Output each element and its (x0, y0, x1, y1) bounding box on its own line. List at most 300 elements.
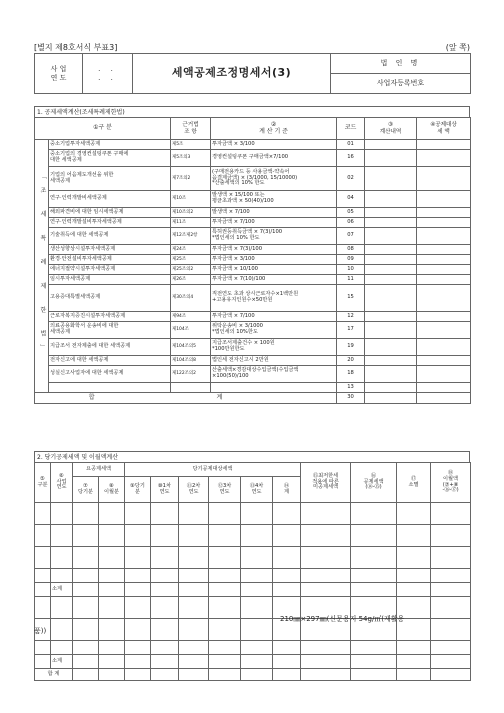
carryover-cell[interactable] (179, 641, 209, 655)
carryover-cell[interactable] (151, 669, 179, 681)
deduction-code: 06 (337, 218, 365, 228)
carryover-cell[interactable] (151, 597, 179, 619)
section1-total-code: 30 (337, 393, 365, 404)
carryover-cell[interactable] (51, 619, 73, 641)
deduction-name: 의료공용화학서 운송비에 대한 세액공제 (49, 322, 171, 339)
carryover-cell[interactable] (179, 597, 209, 619)
carryover-cell[interactable] (99, 547, 125, 569)
carryover-cell[interactable] (431, 655, 471, 669)
carryover-cell[interactable] (431, 641, 471, 655)
carryover-cell[interactable] (151, 583, 179, 597)
carryover-cell[interactable] (241, 597, 273, 619)
calc-basis: 투자금액 × 7(3)/100 (211, 245, 337, 255)
calc-detail-input[interactable] (365, 383, 417, 393)
carryover-cell[interactable] (431, 669, 471, 681)
carryover-cell[interactable] (179, 569, 209, 583)
deduction-code: 09 (337, 255, 365, 265)
carryover-cell[interactable] (209, 569, 241, 583)
carryover-cell[interactable] (35, 525, 51, 547)
deduction-name: 환경·안전설비투자세액공제 (49, 255, 171, 265)
carryover-cell[interactable] (351, 525, 397, 547)
calc-detail-input[interactable] (365, 191, 417, 208)
carryover-cell[interactable] (301, 655, 351, 669)
carryover-cell[interactable] (273, 669, 301, 681)
carryover-cell[interactable] (351, 583, 397, 597)
deduction-code: 05 (337, 208, 365, 218)
carryover-cell[interactable] (151, 655, 179, 669)
calc-detail-input[interactable] (365, 208, 417, 218)
deduction-code: 07 (337, 228, 365, 245)
target-tax-input[interactable] (417, 275, 471, 285)
carryover-cell[interactable] (273, 525, 301, 547)
calc-basis: 발생액 × 15/100 또는 평균초과액 × 50(40)/100 (211, 191, 337, 208)
deduction-row (35, 167, 471, 191)
carryover-cell[interactable] (397, 569, 431, 583)
carryover-cell[interactable] (431, 569, 471, 583)
business-year-field[interactable]: . . . . (83, 54, 133, 94)
calc-basis: 투자금액 × 7/100 (211, 312, 337, 322)
carryover-row (35, 525, 471, 547)
target-tax-input[interactable] (417, 339, 471, 356)
target-tax-input[interactable] (417, 285, 471, 312)
empty-cell (35, 655, 51, 669)
carryover-cell[interactable] (301, 569, 351, 583)
carryover-cell[interactable] (73, 583, 99, 597)
deduction-code: 17 (337, 322, 365, 339)
carryover-table (34, 462, 471, 681)
subtotal-label: 소계 (51, 583, 73, 597)
carryover-cell[interactable] (431, 597, 471, 619)
h-current-required: ⑦ 당기분 (73, 477, 99, 503)
carryover-cell[interactable] (301, 503, 351, 525)
deduction-name: 지급조서 전자제출에 대한 세액공제 (49, 339, 171, 356)
calc-detail-input[interactable] (365, 356, 417, 366)
law-article: 제94조 (171, 312, 211, 322)
carryover-cell[interactable] (99, 619, 125, 641)
corp-name-label: 법 인 명 (331, 54, 471, 74)
carryover-cell[interactable] (209, 503, 241, 525)
calc-basis: 투자금액 × 3/100 (211, 255, 337, 265)
deduction-row (35, 265, 471, 275)
target-tax-input[interactable] (417, 356, 471, 366)
carryover-cell[interactable] (73, 547, 99, 569)
deduction-code: 08 (337, 245, 365, 255)
deduction-name: 고용증대특별세액공제 (49, 285, 171, 312)
carryover-cell[interactable] (209, 669, 241, 681)
law-article: 제11조 (171, 218, 211, 228)
carryover-cell[interactable] (209, 641, 241, 655)
carryover-cell[interactable] (301, 547, 351, 569)
law-article: 제24조 (171, 245, 211, 255)
deduction-name: 근로자복지증진시설투자세액공제 (49, 312, 171, 322)
deduction-row (35, 285, 471, 312)
law-side-label: 「조 세 특 례 제 한 법」 (35, 140, 49, 393)
h-min-tax: ⑮최저한세 적용에 따른 미공제세액 (301, 463, 351, 503)
target-tax-input[interactable] (417, 191, 471, 208)
calc-basis: 경영컨설팅쿠폰 구매금액×7/100 (211, 150, 337, 167)
deduction-name: 연구·인력개발설비투자세액공제 (49, 218, 171, 228)
carryover-cell[interactable] (273, 655, 301, 669)
carryover-row (35, 503, 471, 525)
carryover-cell[interactable] (151, 547, 179, 569)
law-article: 제5조의3 (171, 150, 211, 167)
carryover-cell[interactable] (125, 583, 151, 597)
law-article: 제26조 (171, 275, 211, 285)
carryover-cell[interactable] (125, 597, 151, 619)
h-deductible: 당기공제대상세액 (125, 463, 301, 477)
calc-detail-input[interactable] (365, 218, 417, 228)
carryover-cell[interactable] (51, 525, 73, 547)
calc-detail-input[interactable] (365, 285, 417, 312)
h-c11: ⑪2차 연도 (179, 477, 209, 503)
deduction-name: 중소기업의 경영컨설팅쿠폰 구매에 대한 세액공제 (49, 150, 171, 167)
carryover-cell[interactable] (351, 547, 397, 569)
carryover-cell[interactable] (151, 619, 179, 641)
h-deducted: ⑯ 공제세액 (⑭-⑮) (351, 463, 397, 503)
deduction-code: 15 (337, 285, 365, 312)
carryover-cell[interactable] (273, 547, 301, 569)
deduction-name (49, 383, 171, 393)
section1-title: 1. 공제세액계산(조세특례제한법) (34, 106, 470, 117)
deduction-row (35, 218, 471, 228)
target-tax-input[interactable] (417, 383, 471, 393)
carryover-cell[interactable] (209, 597, 241, 619)
calc-basis: (구매전용카드 등 사용금액-약속어 음결제금액) × (3/1000, 15/10000) *산출세액의 10% 한도 (211, 167, 337, 191)
deduction-name: 생산성향상시설투자세액공제 (49, 245, 171, 255)
calc-basis: 직전연도 초과 상시근로자수×1백만원 +고용유지인원수×50만원 (211, 285, 337, 312)
target-tax-input[interactable] (417, 150, 471, 167)
calc-basis: 위탁운송비 × 3/1000 *법인세의 10%한도 (211, 322, 337, 339)
law-article: 제10조 (171, 191, 211, 208)
subtotal-row (35, 655, 471, 669)
carryover-cell[interactable] (301, 669, 351, 681)
carryover-cell[interactable] (241, 525, 273, 547)
carryover-cell[interactable] (99, 597, 125, 619)
deduction-code: 12 (337, 312, 365, 322)
carryover-cell[interactable] (397, 503, 431, 525)
carryover-cell[interactable] (209, 583, 241, 597)
calc-detail-input[interactable] (365, 228, 417, 245)
carryover-cell[interactable] (241, 655, 273, 669)
law-article: 제30조의4 (171, 285, 211, 312)
carryover-cell[interactable] (73, 641, 99, 655)
carryover-cell[interactable] (99, 583, 125, 597)
carryover-cell[interactable] (351, 655, 397, 669)
empty-cell (35, 583, 51, 597)
carryover-cell[interactable] (301, 525, 351, 547)
page-side-label: (앞 쪽) (445, 43, 470, 52)
grand-total-row (35, 669, 471, 681)
h-category: ⑤ 구분 (35, 463, 51, 503)
target-tax-input[interactable] (417, 218, 471, 228)
section1-total-label: 합 계 (35, 393, 337, 404)
deduction-row (35, 322, 471, 339)
h-c13: ⑬4차 연도 (241, 477, 273, 503)
carryover-cell[interactable] (73, 619, 99, 641)
carryover-cell[interactable] (99, 641, 125, 655)
carryover-cell[interactable] (151, 569, 179, 583)
deduction-name: 기술취득에 대한 세액공제 (49, 228, 171, 245)
carryover-row (35, 619, 471, 641)
col-law: 근거법 조 항 (171, 118, 211, 140)
h-c12: ⑫3차 연도 (209, 477, 241, 503)
carryover-cell[interactable] (241, 569, 273, 583)
calc-detail-input[interactable] (365, 366, 417, 383)
deduction-row (35, 275, 471, 285)
carryover-cell[interactable] (273, 569, 301, 583)
carryover-cell[interactable] (99, 569, 125, 583)
carryover-cell[interactable] (125, 669, 151, 681)
col-calc-basis: ② 계 산 기 준 (211, 118, 337, 140)
carryover-cell[interactable] (241, 503, 273, 525)
carryover-cell[interactable] (431, 583, 471, 597)
target-tax-input[interactable] (417, 208, 471, 218)
carryover-cell[interactable] (241, 583, 273, 597)
calc-detail-input[interactable] (365, 255, 417, 265)
h-c9: ⑨당기 분 (125, 477, 151, 503)
carryover-cell[interactable] (73, 503, 99, 525)
carryover-cell[interactable] (99, 669, 125, 681)
carryover-cell[interactable] (209, 525, 241, 547)
carryover-cell[interactable] (51, 641, 73, 655)
calc-detail-input[interactable] (365, 265, 417, 275)
title-table (34, 53, 471, 94)
deduction-name: 해외파견비에 대한 임시세액공제 (49, 208, 171, 218)
deduction-name: 전자신고에 대한 세액공제 (49, 356, 171, 366)
carryover-row (35, 641, 471, 655)
deduction-row (35, 356, 471, 366)
h-c10: ⑩1차 연도 (151, 477, 179, 503)
carryover-cell[interactable] (179, 525, 209, 547)
carryover-cell[interactable] (351, 569, 397, 583)
carryover-cell[interactable] (35, 641, 51, 655)
carryover-cell[interactable] (179, 503, 209, 525)
target-tax-input[interactable] (417, 265, 471, 275)
deduction-name: 기업의 어음제도개선을 위한 세액공제 (49, 167, 171, 191)
target-tax-input[interactable] (417, 245, 471, 255)
carryover-cell[interactable] (99, 655, 125, 669)
grand-total-label: 합 계 (35, 669, 73, 681)
deduction-code: 19 (337, 339, 365, 356)
h-carried: ⑧ 이월분 (99, 477, 125, 503)
law-article: 제104조의8 (171, 356, 211, 366)
section1-total-detail[interactable] (365, 393, 417, 404)
carryover-cell[interactable] (35, 503, 51, 525)
carryover-cell[interactable] (51, 569, 73, 583)
carryover-cell[interactable] (151, 503, 179, 525)
deduction-row (35, 366, 471, 383)
carryover-cell[interactable] (431, 547, 471, 569)
deduction-code: 01 (337, 140, 365, 150)
carryover-cell[interactable] (151, 525, 179, 547)
carryover-cell[interactable] (51, 597, 73, 619)
law-article (171, 383, 211, 393)
carryover-row (35, 597, 471, 619)
target-tax-input[interactable] (417, 140, 471, 150)
carryover-cell[interactable] (431, 619, 471, 641)
deduction-row (35, 140, 471, 150)
carryover-cell[interactable] (301, 583, 351, 597)
carryover-cell[interactable] (99, 525, 125, 547)
law-article: 제122조의2 (171, 366, 211, 383)
calc-basis (211, 383, 337, 393)
deduction-code: 20 (337, 356, 365, 366)
carryover-cell[interactable] (35, 597, 51, 619)
carryover-cell[interactable] (241, 547, 273, 569)
carryover-cell[interactable] (125, 641, 151, 655)
carryover-cell[interactable] (51, 503, 73, 525)
carryover-cell[interactable] (351, 503, 397, 525)
deduction-code: 04 (337, 191, 365, 208)
deduction-row (35, 312, 471, 322)
carryover-cell[interactable] (151, 641, 179, 655)
business-year-label: 사 업 연 도 (35, 54, 83, 94)
carryover-cell[interactable] (179, 669, 209, 681)
carryover-cell[interactable] (397, 669, 431, 681)
target-tax-input[interactable] (417, 228, 471, 245)
calc-detail-input[interactable] (365, 312, 417, 322)
target-tax-input[interactable] (417, 312, 471, 322)
h-c14: ⑭ 계 (273, 477, 301, 503)
law-article: 제12조제2항 (171, 228, 211, 245)
deduction-code: 10 (337, 265, 365, 275)
carryover-cell[interactable] (73, 669, 99, 681)
target-tax-input[interactable] (417, 322, 471, 339)
h-required: 요공제세액 (73, 463, 125, 477)
form-reference: [별지 제8호서식 부표3] (34, 43, 118, 52)
law-article: 제5조 (171, 140, 211, 150)
subtotal-label: 소계 (51, 655, 73, 669)
target-tax-input[interactable] (417, 167, 471, 191)
calc-basis: 투자금액 × 7/100 (211, 218, 337, 228)
carryover-cell[interactable] (241, 669, 273, 681)
deduction-row (35, 191, 471, 208)
deduction-name: 연구·인력개발비세액공제 (49, 191, 171, 208)
carryover-cell[interactable] (273, 503, 301, 525)
calc-basis: 투자금액 × 7(10)/100 (211, 275, 337, 285)
form-header (34, 42, 470, 53)
calc-basis: 법인세 전자신고시 2만원 (211, 356, 337, 366)
section1-total-amount[interactable] (417, 393, 471, 404)
calc-basis: 투자금액 × 10/100 (211, 265, 337, 275)
section2-title: 2. 당기공제세액 및 이월액계산 (34, 451, 470, 462)
carryover-cell[interactable] (431, 525, 471, 547)
carryover-cell[interactable] (209, 619, 241, 641)
col-code: 코드 (337, 118, 365, 140)
carryover-cell[interactable] (125, 655, 151, 669)
carryover-cell[interactable] (351, 641, 397, 655)
calc-detail-input[interactable] (365, 245, 417, 255)
carryover-cell[interactable] (125, 619, 151, 641)
carryover-cell[interactable] (73, 655, 99, 669)
deduction-code: 18 (337, 366, 365, 383)
law-article: 제25조 (171, 255, 211, 265)
carryover-cell[interactable] (179, 619, 209, 641)
calc-basis: 발생액 × 7/100 (211, 208, 337, 218)
calc-detail-input[interactable] (365, 322, 417, 339)
deduction-row (35, 208, 471, 218)
calc-detail-input[interactable] (365, 150, 417, 167)
carryover-cell[interactable] (209, 655, 241, 669)
carryover-cell[interactable] (179, 655, 209, 669)
carryover-cell[interactable] (73, 569, 99, 583)
carryover-cell[interactable] (99, 503, 125, 525)
calc-basis: 지급조서제출건수 × 100원 *100만원한도 (211, 339, 337, 356)
target-tax-input[interactable] (417, 255, 471, 265)
carryover-cell[interactable] (35, 569, 51, 583)
carryover-cell[interactable] (179, 547, 209, 569)
subtotal-row (35, 583, 471, 597)
carryover-cell[interactable] (351, 669, 397, 681)
calc-basis: 특허권등취득금액 × 7(3)/100 *법인세의 10% 한도 (211, 228, 337, 245)
deduction-calc-table (34, 117, 471, 404)
calc-detail-input[interactable] (365, 275, 417, 285)
deduction-code: 16 (337, 150, 365, 167)
carryover-cell[interactable] (273, 641, 301, 655)
carryover-cell[interactable] (51, 547, 73, 569)
col-target-tax: ④공제대상 세 액 (417, 118, 471, 140)
deduction-code: 02 (337, 167, 365, 191)
h-carry-amount: ⑱ 이월액 (⑦+⑧ -⑯-⑰) (431, 463, 471, 503)
deduction-row (35, 383, 471, 393)
law-article: 제7조의2 (171, 167, 211, 191)
paper-spec-end: 품)) (34, 627, 47, 635)
h-lapsed: ⑰ 소멸 (397, 463, 431, 503)
deduction-row (35, 228, 471, 245)
carryover-cell[interactable] (301, 641, 351, 655)
target-tax-input[interactable] (417, 366, 471, 383)
carryover-cell[interactable] (35, 547, 51, 569)
carryover-cell[interactable] (241, 641, 273, 655)
deduction-name: 에너지절약시설투자세액공제 (49, 265, 171, 275)
deduction-row (35, 255, 471, 265)
carryover-cell[interactable] (73, 597, 99, 619)
carryover-cell[interactable] (397, 641, 431, 655)
carryover-cell[interactable] (209, 547, 241, 569)
law-article: 제104조 (171, 322, 211, 339)
deduction-name: 임시투자세액공제 (49, 275, 171, 285)
law-article: 제104조의5 (171, 339, 211, 356)
col-category: ①구 분 (35, 118, 171, 140)
col-calc-detail: ③ 계산내역 (365, 118, 417, 140)
carryover-cell[interactable] (125, 525, 151, 547)
deduction-code: 13 (337, 383, 365, 393)
carryover-cell[interactable] (73, 525, 99, 547)
carryover-cell[interactable] (125, 547, 151, 569)
calc-detail-input[interactable] (365, 140, 417, 150)
biz-no-label: 사업자등록번호 (331, 74, 471, 94)
carryover-row (35, 547, 471, 569)
carryover-cell[interactable] (125, 503, 151, 525)
deduction-name: 성실신고사업자에 대한 세액공제 (49, 366, 171, 383)
carryover-cell[interactable] (397, 525, 431, 547)
calc-detail-input[interactable] (365, 167, 417, 191)
carryover-cell[interactable] (431, 503, 471, 525)
carryover-cell[interactable] (273, 583, 301, 597)
carryover-cell[interactable] (397, 547, 431, 569)
carryover-row (35, 569, 471, 583)
h-year: ⑥ 사업 연도 (51, 463, 73, 503)
carryover-cell[interactable] (397, 583, 431, 597)
carryover-cell[interactable] (397, 655, 431, 669)
carryover-cell[interactable] (241, 619, 273, 641)
deduction-row (35, 245, 471, 255)
carryover-cell[interactable] (125, 569, 151, 583)
law-article: 제10조의2 (171, 208, 211, 218)
calc-basis: 산출세액×경감대상수입금액(수입금액 ×100(50)/100 (211, 366, 337, 383)
carryover-cell[interactable] (179, 583, 209, 597)
calc-detail-input[interactable] (365, 339, 417, 356)
